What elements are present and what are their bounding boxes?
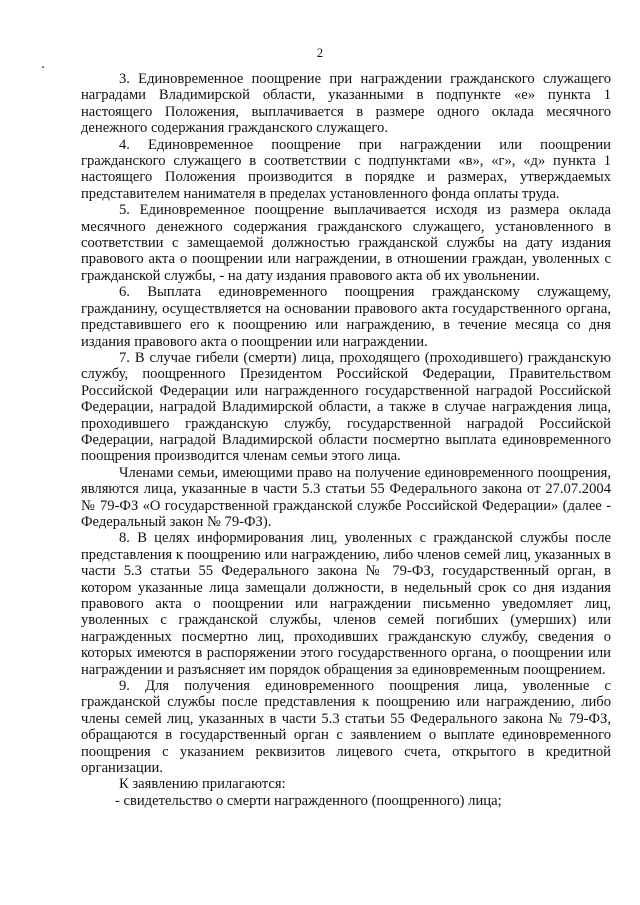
paragraph-4: 4. Единовременное поощрение при награждении или поощрении гражданского служащего в соответствии с подпунктами «в», «г», «д» пункта 1 настоящего Положения производится в порядке и размерах, утверждаемых представителем нанимателя в пределах установленного фонда оплаты труда.	[81, 136, 611, 202]
document-body	[81, 71, 611, 809]
paragraph-7: 7. В случае гибели (смерти) лица, проходящего (проходившего) гражданскую службу, поощренного Президентом Российской Федерации, Правительством Российской Федерации или награжденного государственной наградой Российской Федерации, наградой Владимирской области, а также в случае награждения лица, проходившего гражданскую службу, государственной наградой Российской Федерации, наградой Владимирской области посмертно выплата единовременного поощрения производится членам семьи этого лица.	[81, 349, 611, 465]
scan-speck	[42, 66, 44, 68]
paragraph-3: 3. Единовременное поощрение при награждении гражданского служащего наградами Владимирской области, указанными в подпункте «е» пункта 1 настоящего Положения, выплачивается в размере одного оклада месячного денежного содержания гражданского служащего.	[81, 71, 611, 137]
paragraph-8: 8. В целях информирования лиц, уволенных с гражданской службы после представления к поощрению или награждению, либо членов семей лиц, указанных в части 5.3 статьи 55 Федерального закона № 79-ФЗ, государственный орган, в котором указанные лица замещали должности, в недельный срок со дня издания правового акта о поощрении или награждении письменно уведомляет лиц, уволенных с гражданской службы, членов семей погибших (умерших) или награжденных посмертно лиц, проходивших гражданскую службу, сведения о которых имеются в распоряжении этого государственного органа, о поощрении или награждении и разъясняет им порядок обращения за единовременным поощрением.	[81, 530, 611, 678]
paragraph-5: 5. Единовременное поощрение выплачивается исходя из размера оклада месячного денежного содержания гражданского служащего, установленного в соответствии с замещаемой должностью гражданской службы на дату издания правового акта о поощрении или награждении, в отношении граждан, уволенных с гражданской службы, - на дату издания правового акта об их увольнении.	[81, 202, 611, 284]
list-item-death-certificate: - свидетельство о смерти награжденного (поощренного) лица;	[115, 792, 502, 809]
paragraph-9: 9. Для получения единовременного поощрения лица, уволенные с гражданской службы после представления к поощрению или награждению, либо члены семей лиц, указанных в части 5.3 статьи 55 Федерального закона № 79-ФЗ, обращаются в государственный орган с заявлением о выплате единовременного поощрения с указанием реквизитов лицевого счета, открытого в кредитной организации.	[81, 678, 611, 777]
paragraph-attachments-intro: К заявлению прилагаются:	[119, 776, 286, 793]
page-number: 2	[316, 46, 324, 60]
paragraph-family-members: Членами семьи, имеющими право на получение единовременного поощрения, являются лица, указанные в части 5.3 статьи 55 Федерального закона от 27.07.2004 № 79-ФЗ «О государственной гражданской службе Российской Федерации» (далее - Федеральный закон № 79-ФЗ).	[81, 464, 611, 530]
paragraph-6: 6. Выплата единовременного поощрения гражданскому служащему, гражданину, осуществляется на основании правового акта государственного органа, представившего его к поощрению или награждению, в течение месяца со дня издания правового акта о поощрении или награждении.	[81, 284, 611, 350]
